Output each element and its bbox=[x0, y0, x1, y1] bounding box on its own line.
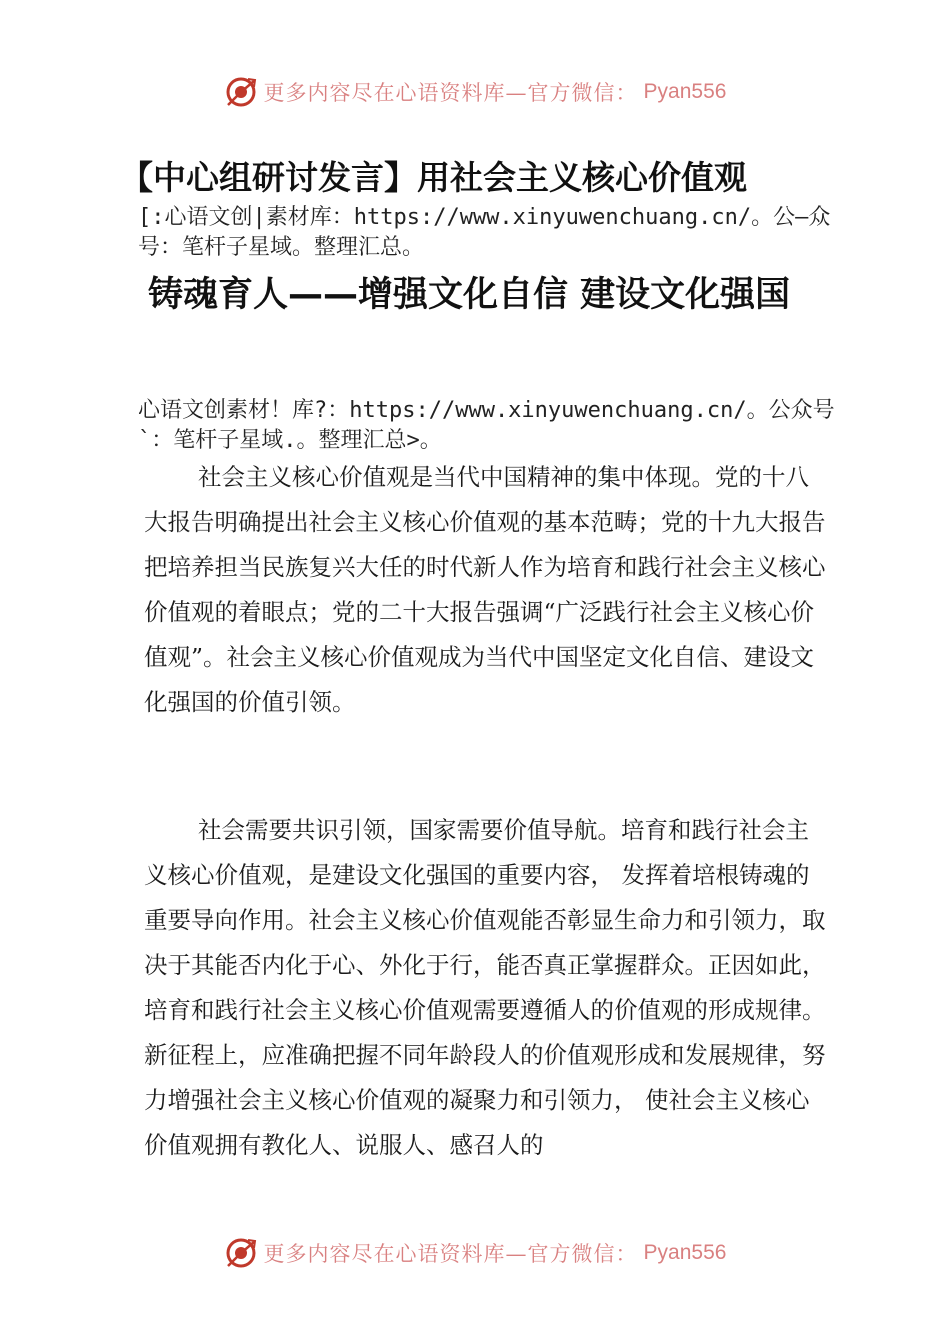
banner-text: 更多内容尽在心语资料库—官方微信： bbox=[263, 81, 638, 105]
document-subtitle: 铸魂育人——增强文化自信 建设文化强国 bbox=[148, 275, 791, 315]
wechat-account: Pyan556 bbox=[643, 80, 727, 103]
banner-text: 更多内容尽在心语资料库—官方微信： bbox=[263, 1242, 638, 1266]
source-note: 心语文创素材！库?：https://www.xinyuwenchuang.cn/。公众号`：笔杆子星域.。整理汇总>。 bbox=[138, 398, 835, 453]
paragraph: 社会主义核心价值观是当代中国精神的集中体现。党的十八大报告明确提出社会主义核心价值观的基本范畴；党的十九大报告把培养担当民族复兴大任的时代新人作为培育和践行社会主义核心价值观的着眼点；党的二十大报告强调“广泛践行社会主义核心价值观”。社会主义核心价值观成为当代中国坚定文化自信、建设文化强国的价值引领。 bbox=[144, 463, 826, 716]
red-seal-logo-icon bbox=[224, 75, 258, 109]
footer-banner bbox=[0, 1233, 950, 1273]
header-banner bbox=[0, 72, 950, 112]
source-note: [:心语文创|素材库：https://www.xinyuwenchuang.cn/。公—众号：笔杆子星域。整理汇总。 bbox=[138, 205, 831, 260]
paragraph: 社会需要共识引领，国家需要价值导航。培育和践行社会主义核心价值观，是建设文化强国的重要内容， 发挥着培根铸魂的重要导向作用。社会主义核心价值观能否彰显生命力和引领力，取决于其能否内化于心、外化于行，能否真正掌握群众。正因如此，培育和践行社会主义核心价值观需要遵循人的价值观的形成规律。新征程上，应准确把握不同年龄段人的价值观形成和发展规律，努力增强社会主义核心价值观的凝聚力和引领力， 使社会主义核心价值观拥有教化人、说服人、感召人的 bbox=[144, 816, 826, 1159]
document-title: 【中心组研讨发言】用社会主义核心价值观 bbox=[120, 158, 747, 197]
wechat-account: Pyan556 bbox=[643, 1241, 727, 1264]
red-seal-logo-icon bbox=[224, 1236, 258, 1270]
